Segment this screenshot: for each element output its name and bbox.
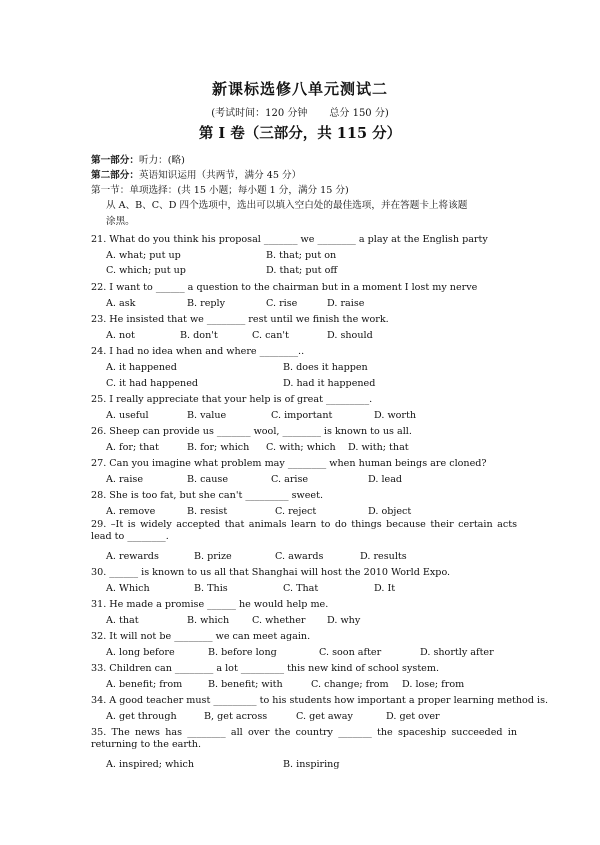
q27-option-a: A. raise — [106, 474, 144, 485]
question-23-stem: 23. He insisted that we ________ rest until we finish the work. — [91, 314, 389, 325]
q21-option-a: A. what; put up — [106, 250, 181, 261]
q28-option-c: C. reject — [275, 506, 317, 517]
q30-option-b: B. This — [194, 583, 228, 594]
q33-option-c: C. change; from — [311, 679, 389, 690]
question-22-stem: 22. I want to ______ a question to the chairman but in a moment I lost my nerve — [91, 282, 478, 293]
part1-line — [91, 155, 185, 167]
q28-option-b: B. resist — [187, 506, 228, 517]
q23-option-a: A. not — [106, 330, 135, 341]
q31-option-d: D. why — [327, 615, 361, 626]
q23-option-d: D. should — [327, 330, 373, 341]
question-21-stem: 21. What do you think his proposal _______ we ________ a play at the English party — [91, 234, 488, 245]
q34-option-d: D. get over — [386, 711, 440, 722]
question-25-stem: 25. I really appreciate that your help is of great _________. — [91, 394, 373, 405]
q24-option-c: C. it had happened — [106, 378, 199, 389]
q33-option-d: D. lose; from — [402, 679, 465, 690]
q26-option-b: B. for; which — [187, 442, 250, 453]
q32-option-a: A. long before — [106, 647, 175, 658]
q23-option-c: C. can't — [252, 330, 289, 341]
q29-option-a: A. rewards — [106, 551, 159, 562]
part1-text: 听力：(略) — [138, 155, 185, 166]
volume-heading: 第 I 卷（三部分，共 115 分） — [198, 125, 402, 142]
q24-option-b: B. does it happen — [283, 362, 368, 373]
exam-meta — [0, 104, 600, 119]
q27-option-b: B. cause — [187, 474, 229, 485]
question-34-stem: 34. A good teacher must _________ to his students how important a proper learning method is. — [91, 695, 549, 706]
q25-option-b: B. value — [187, 410, 227, 421]
q22-option-c: C. rise — [266, 298, 298, 309]
part2-text: 英语知识运用（共两节，满分 45 分） — [138, 170, 302, 181]
part1-label: 第一部分： — [91, 155, 139, 166]
question-26-stem: 26. Sheep can provide us _______ wool, ________ is known to us all. — [91, 426, 412, 437]
part2-line — [91, 170, 301, 182]
q29-option-d: D. results — [360, 551, 407, 562]
q32-option-c: C. soon after — [319, 647, 382, 658]
q35-option-b: B. inspiring — [283, 759, 340, 770]
q28-option-a: A. remove — [106, 506, 156, 517]
question-33-stem: 33. Children can ________ a lot _________ this new kind of school system. — [91, 663, 439, 674]
exam-title: 新课标选修八单元测试二 — [211, 80, 388, 98]
q21-option-b: B. that; put on — [266, 250, 337, 261]
question-29-stem: 29. –It is widely accepted that animals learn to do things because their certain acts lead to ________. — [91, 519, 517, 542]
q33-option-a: A. benefit; from — [106, 679, 183, 690]
exam-time: (考试时间：120 分钟 — [211, 108, 308, 119]
question-35-stem: 35. The news has ________ all over the country _______ the spaceship succeeded in returning to the earth. — [91, 727, 517, 750]
question-30-stem: 30. ______ is known to us all that Shanghai will host the 2010 World Expo. — [91, 567, 451, 578]
q31-option-c: C. whether — [252, 615, 306, 626]
q25-option-d: D. worth — [374, 410, 417, 421]
q25-option-a: A. useful — [106, 410, 149, 421]
q30-option-a: A. Which — [106, 583, 150, 594]
q31-option-a: A. that — [106, 615, 139, 626]
q22-option-a: A. ask — [106, 298, 136, 309]
q23-option-b: B. don't — [180, 330, 218, 341]
instruction-line-2: 涂黑。 — [106, 216, 135, 227]
exam-total-score: 总分 150 分) — [329, 108, 389, 119]
q21-option-d: D. that; put off — [266, 265, 338, 276]
q28-option-d: D. object — [368, 506, 412, 517]
q30-option-c: C. That — [283, 583, 319, 594]
question-31-stem: 31. He made a promise ______ he would help me. — [91, 599, 329, 610]
q24-option-a: A. it happened — [106, 362, 177, 373]
q34-option-c: C. get away — [296, 711, 353, 722]
q25-option-c: C. important — [271, 410, 333, 421]
q31-option-b: B. which — [187, 615, 230, 626]
q26-option-c: C. with; which — [266, 442, 336, 453]
q35-option-a: A. inspired; which — [106, 759, 195, 770]
section1-heading: 第一节：单项选择：(共 15 小题；每小题 1 分，满分 15 分) — [91, 185, 349, 196]
q33-option-b: B. benefit; with — [208, 679, 283, 690]
q27-option-d: D. lead — [368, 474, 403, 485]
q22-option-d: D. raise — [327, 298, 365, 309]
question-24-stem: 24. I had no idea when and where ________.. — [91, 346, 305, 357]
q29-option-b: B. prize — [194, 551, 232, 562]
q27-option-c: C. arise — [271, 474, 309, 485]
question-28-stem: 28. She is too fat, but she can't _________ sweet. — [91, 490, 323, 501]
q34-option-a: A. get through — [106, 711, 177, 722]
q26-option-a: A. for; that — [106, 442, 159, 453]
q21-option-c: C. which; put up — [106, 265, 186, 276]
question-27-stem: 27. Can you imagine what problem may ________ when human beings are cloned? — [91, 458, 487, 469]
q24-option-d: D. had it happened — [283, 378, 376, 389]
q30-option-d: D. It — [374, 583, 396, 594]
q32-option-d: D. shortly after — [420, 647, 494, 658]
q26-option-d: D. with; that — [348, 442, 409, 453]
q22-option-b: B. reply — [187, 298, 226, 309]
question-32-stem: 32. It will not be ________ we can meet again. — [91, 631, 311, 642]
instruction-line-1: 从 A、B、C、D 四个选项中，选出可以填入空白处的最佳选项，并在答题卡上将该题 — [106, 200, 468, 211]
q29-option-c: C. awards — [275, 551, 324, 562]
q34-option-b: B, get across — [204, 711, 268, 722]
part2-label: 第二部分： — [91, 170, 139, 181]
q32-option-b: B. before long — [208, 647, 277, 658]
